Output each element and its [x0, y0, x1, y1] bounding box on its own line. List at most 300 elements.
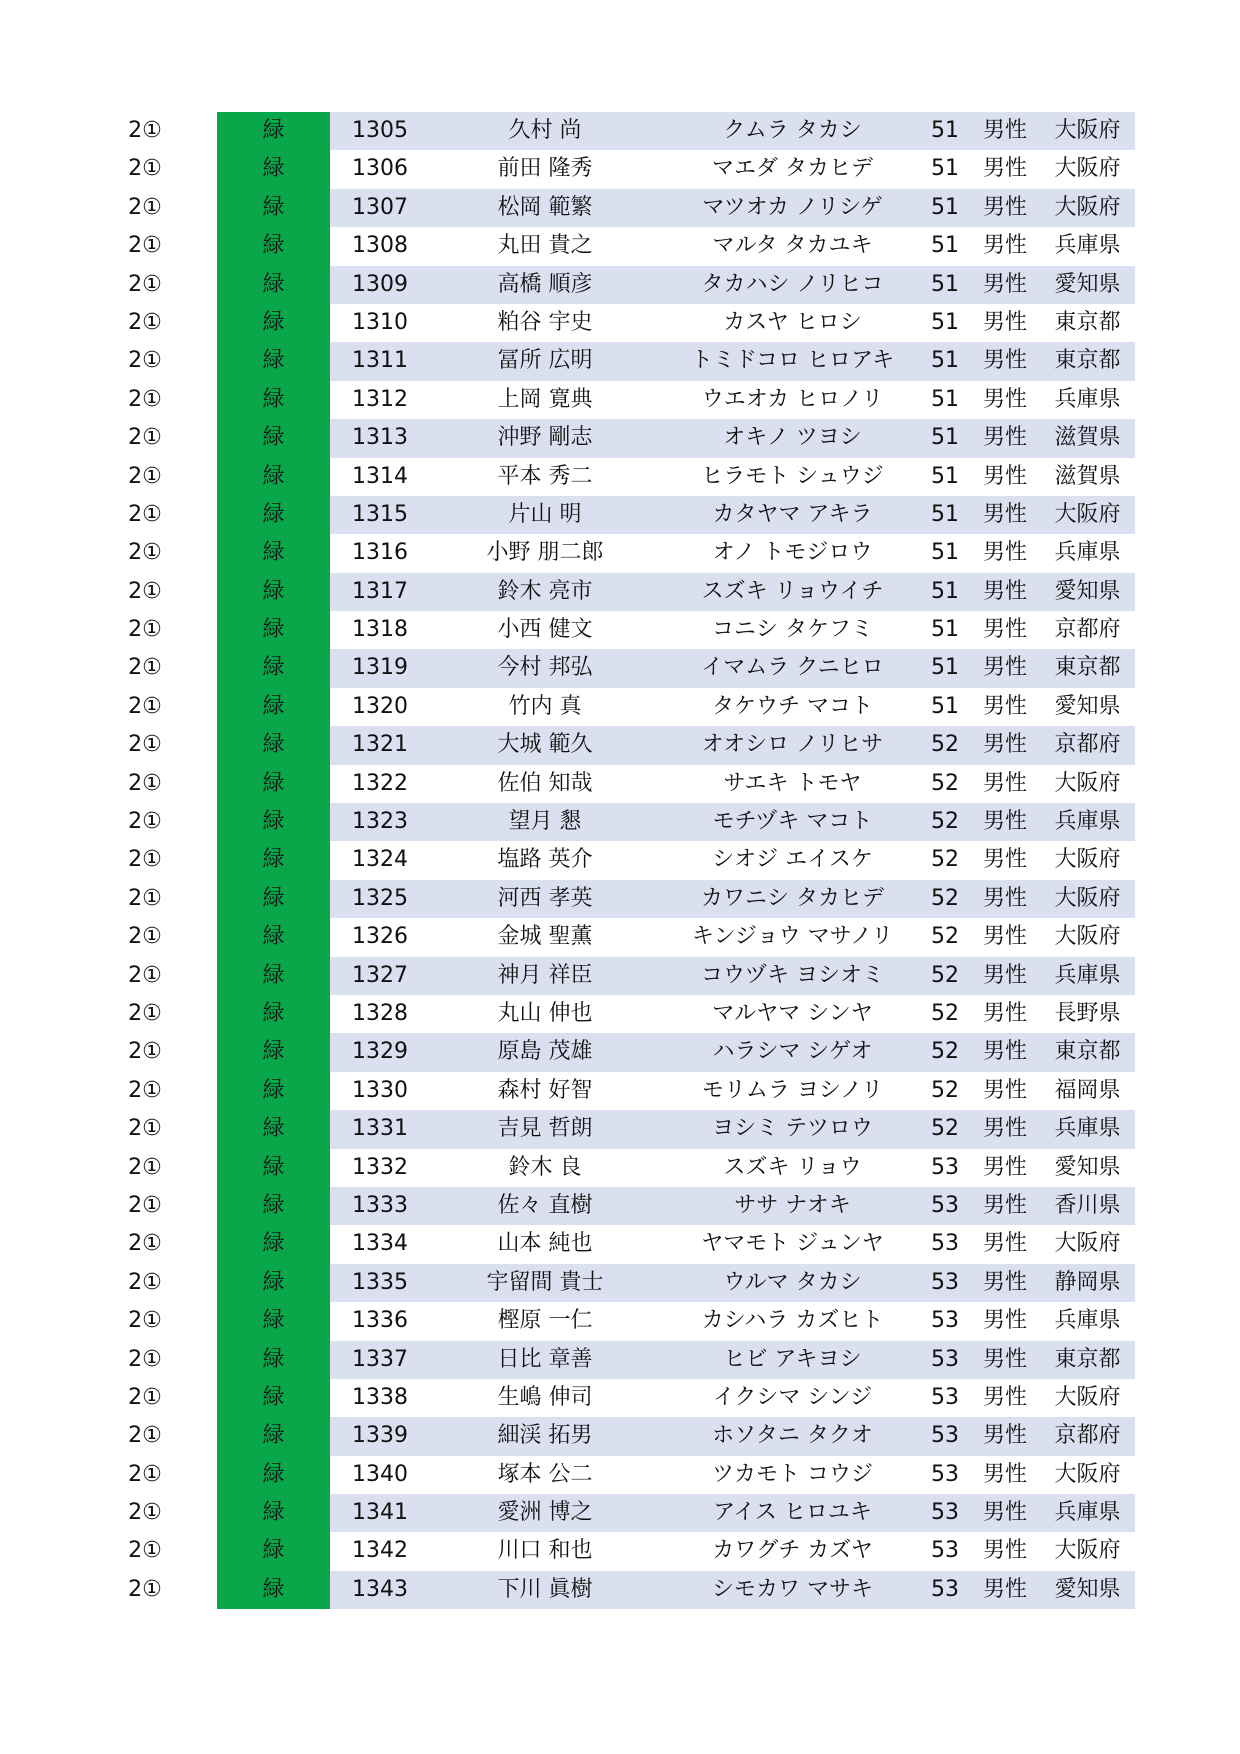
- table-row: [125, 1417, 1135, 1455]
- round-cell: 2①: [128, 309, 162, 335]
- round-cell: 2①: [128, 1000, 162, 1026]
- round-cell: 2①: [128, 1538, 162, 1564]
- gender-cell: 男性: [982, 501, 1027, 527]
- age-cell: 52: [931, 847, 959, 873]
- number-cell: 1333: [352, 1192, 408, 1218]
- round-cell: 2①: [128, 271, 162, 297]
- prefecture-cell: 兵庫県: [1054, 540, 1121, 566]
- table-row: [125, 573, 1135, 611]
- name-cell: 山本 純也: [497, 1231, 593, 1257]
- prefecture-cell: 長野県: [1054, 1000, 1121, 1026]
- number-cell: 1318: [352, 617, 408, 643]
- name-cell: 小西 健文: [497, 617, 593, 643]
- prefecture-cell: 大阪府: [1054, 156, 1121, 182]
- kana-cell: シモカワ マサキ: [712, 1576, 873, 1602]
- age-cell: 51: [931, 309, 959, 335]
- prefecture-cell: 東京都: [1054, 1346, 1121, 1372]
- gender-cell: 男性: [982, 1423, 1027, 1449]
- prefecture-cell: 静岡県: [1054, 1269, 1121, 1295]
- round-cell: 2①: [128, 809, 162, 835]
- name-cell: 川口 和也: [497, 1538, 593, 1564]
- gender-cell: 男性: [982, 1384, 1027, 1410]
- color-cell: 緑: [217, 1571, 330, 1609]
- gender-cell: 男性: [982, 1269, 1027, 1295]
- round-cell: 2①: [128, 1346, 162, 1372]
- table-row: [125, 1302, 1135, 1340]
- prefecture-cell: 東京都: [1054, 1039, 1121, 1065]
- name-cell: 宇留間 貴士: [486, 1269, 604, 1295]
- table-row: [125, 266, 1135, 304]
- table-row: [125, 496, 1135, 534]
- gender-cell: 男性: [982, 271, 1027, 297]
- kana-cell: スズキ リョウイチ: [701, 578, 884, 604]
- color-cell: 緑: [217, 304, 330, 342]
- number-cell: 1316: [352, 540, 408, 566]
- kana-cell: ヒビ アキヨシ: [723, 1346, 862, 1372]
- number-cell: 1337: [352, 1346, 408, 1372]
- prefecture-cell: 愛知県: [1054, 1576, 1121, 1602]
- kana-cell: ハラシマ シゲオ: [712, 1039, 873, 1065]
- round-cell: 2①: [128, 962, 162, 988]
- age-cell: 52: [931, 924, 959, 950]
- gender-cell: 男性: [982, 1154, 1027, 1180]
- gender-cell: 男性: [982, 425, 1027, 451]
- prefecture-cell: 愛知県: [1054, 1154, 1121, 1180]
- kana-cell: シオジ エイスケ: [712, 847, 873, 873]
- age-cell: 52: [931, 885, 959, 911]
- table-row: [125, 726, 1135, 764]
- name-cell: 愛洲 博之: [497, 1500, 593, 1526]
- name-cell: 冨所 広明: [497, 348, 593, 374]
- round-cell: 2①: [128, 617, 162, 643]
- color-cell: 緑: [217, 611, 330, 649]
- table-row: [125, 227, 1135, 265]
- table-row: [125, 1456, 1135, 1494]
- age-cell: 52: [931, 1000, 959, 1026]
- table-row: [125, 189, 1135, 227]
- name-cell: 丸田 貴之: [497, 233, 593, 259]
- prefecture-cell: 大阪府: [1054, 1231, 1121, 1257]
- table-row: [125, 649, 1135, 687]
- kana-cell: ウルマ タカシ: [723, 1269, 862, 1295]
- prefecture-cell: 香川県: [1054, 1192, 1121, 1218]
- name-cell: 望月 懇: [508, 809, 582, 835]
- gender-cell: 男性: [982, 233, 1027, 259]
- round-cell: 2①: [128, 924, 162, 950]
- name-cell: 粕谷 宇史: [497, 309, 593, 335]
- number-cell: 1327: [352, 962, 408, 988]
- number-cell: 1313: [352, 425, 408, 451]
- kana-cell: コウヅキ ヨシオミ: [701, 962, 884, 988]
- age-cell: 51: [931, 233, 959, 259]
- table-row: [125, 419, 1135, 457]
- prefecture-cell: 滋賀県: [1054, 463, 1121, 489]
- table-row: [125, 1494, 1135, 1532]
- table-row: [125, 957, 1135, 995]
- age-cell: 53: [931, 1538, 959, 1564]
- prefecture-cell: 滋賀県: [1054, 425, 1121, 451]
- prefecture-cell: 兵庫県: [1054, 1500, 1121, 1526]
- kana-cell: マエダ タカヒデ: [712, 156, 873, 182]
- color-cell: 緑: [217, 1110, 330, 1148]
- number-cell: 1325: [352, 885, 408, 911]
- kana-cell: オオシロ ノリヒサ: [701, 732, 884, 758]
- prefecture-cell: 愛知県: [1054, 271, 1121, 297]
- table-row: [125, 1149, 1135, 1187]
- age-cell: 51: [931, 348, 959, 374]
- number-cell: 1317: [352, 578, 408, 604]
- gender-cell: 男性: [982, 156, 1027, 182]
- color-cell: 緑: [217, 381, 330, 419]
- color-cell: 緑: [217, 1302, 330, 1340]
- age-cell: 51: [931, 194, 959, 220]
- round-cell: 2①: [128, 732, 162, 758]
- gender-cell: 男性: [982, 1077, 1027, 1103]
- prefecture-cell: 大阪府: [1054, 847, 1121, 873]
- kana-cell: スズキ リョウ: [723, 1154, 862, 1180]
- name-cell: 塩路 英介: [497, 847, 593, 873]
- age-cell: 51: [931, 386, 959, 412]
- round-cell: 2①: [128, 194, 162, 220]
- gender-cell: 男性: [982, 1576, 1027, 1602]
- color-cell: 緑: [217, 688, 330, 726]
- name-cell: 神月 祥臣: [497, 962, 593, 988]
- number-cell: 1306: [352, 156, 408, 182]
- kana-cell: トミドコロ ヒロアキ: [690, 348, 895, 374]
- prefecture-cell: 兵庫県: [1054, 1116, 1121, 1142]
- round-cell: 2①: [128, 156, 162, 182]
- number-cell: 1308: [352, 233, 408, 259]
- color-cell: 緑: [217, 1225, 330, 1263]
- color-cell: 緑: [217, 1417, 330, 1455]
- prefecture-cell: 京都府: [1054, 1423, 1121, 1449]
- table-row: [125, 381, 1135, 419]
- color-cell: 緑: [217, 150, 330, 188]
- kana-cell: マツオカ ノリシゲ: [702, 194, 883, 220]
- table-row: [125, 150, 1135, 188]
- gender-cell: 男性: [982, 1308, 1027, 1334]
- round-cell: 2①: [128, 1576, 162, 1602]
- gender-cell: 男性: [982, 693, 1027, 719]
- name-cell: 丸山 伸也: [497, 1000, 593, 1026]
- color-cell: 緑: [217, 342, 330, 380]
- round-cell: 2①: [128, 1269, 162, 1295]
- prefecture-cell: 兵庫県: [1054, 233, 1121, 259]
- color-cell: 緑: [217, 1149, 330, 1187]
- name-cell: 上岡 寛典: [497, 386, 593, 412]
- color-cell: 緑: [217, 1264, 330, 1302]
- color-cell: 緑: [217, 918, 330, 956]
- round-cell: 2①: [128, 885, 162, 911]
- round-cell: 2①: [128, 1423, 162, 1449]
- round-cell: 2①: [128, 540, 162, 566]
- kana-cell: マルタ タカユキ: [712, 233, 873, 259]
- round-cell: 2①: [128, 1231, 162, 1257]
- name-cell: 今村 邦弘: [497, 655, 593, 681]
- color-cell: 緑: [217, 649, 330, 687]
- prefecture-cell: 東京都: [1054, 655, 1121, 681]
- name-cell: 森村 好智: [497, 1077, 593, 1103]
- table-row: [125, 995, 1135, 1033]
- age-cell: 51: [931, 617, 959, 643]
- color-cell: 緑: [217, 189, 330, 227]
- gender-cell: 男性: [982, 617, 1027, 643]
- age-cell: 52: [931, 1116, 959, 1142]
- kana-cell: ヒラモト シュウジ: [701, 463, 884, 489]
- table-row: [125, 1532, 1135, 1570]
- gender-cell: 男性: [982, 924, 1027, 950]
- table-row: [125, 342, 1135, 380]
- color-cell: 緑: [217, 1341, 330, 1379]
- age-cell: 53: [931, 1384, 959, 1410]
- prefecture-cell: 大阪府: [1054, 1461, 1121, 1487]
- name-cell: 河西 孝英: [497, 885, 593, 911]
- round-cell: 2①: [128, 693, 162, 719]
- name-cell: 佐々 直樹: [497, 1192, 593, 1218]
- table-row: [125, 304, 1135, 342]
- age-cell: 51: [931, 501, 959, 527]
- kana-cell: ササ ナオキ: [734, 1192, 851, 1218]
- kana-cell: ウエオカ ヒロノリ: [701, 386, 884, 412]
- age-cell: 51: [931, 118, 959, 143]
- gender-cell: 男性: [982, 348, 1027, 374]
- table-row: [125, 458, 1135, 496]
- color-cell: 緑: [217, 1033, 330, 1071]
- name-cell: 片山 明: [508, 501, 582, 527]
- round-cell: 2①: [128, 1039, 162, 1065]
- kana-cell: ホソタニ タクオ: [712, 1423, 873, 1449]
- name-cell: 前田 隆秀: [497, 156, 593, 182]
- table-row: [125, 1341, 1135, 1379]
- round-cell: 2①: [128, 1384, 162, 1410]
- age-cell: 52: [931, 809, 959, 835]
- number-cell: 1320: [352, 693, 408, 719]
- round-cell: 2①: [128, 1077, 162, 1103]
- gender-cell: 男性: [982, 885, 1027, 911]
- round-cell: 2①: [128, 348, 162, 374]
- round-cell: 2①: [128, 463, 162, 489]
- number-cell: 1339: [352, 1423, 408, 1449]
- table-row: [125, 1110, 1135, 1148]
- gender-cell: 男性: [982, 732, 1027, 758]
- kana-cell: コニシ タケフミ: [712, 617, 873, 643]
- number-cell: 1334: [352, 1231, 408, 1257]
- color-cell: 緑: [217, 419, 330, 457]
- prefecture-cell: 大阪府: [1054, 194, 1121, 220]
- round-cell: 2①: [128, 1308, 162, 1334]
- color-cell: 緑: [217, 1532, 330, 1570]
- round-cell: 2①: [128, 1461, 162, 1487]
- round-cell: 2①: [128, 655, 162, 681]
- gender-cell: 男性: [982, 655, 1027, 681]
- kana-cell: イマムラ クニヒロ: [701, 655, 884, 681]
- number-cell: 1328: [352, 1000, 408, 1026]
- gender-cell: 男性: [982, 118, 1027, 143]
- name-cell: 鈴木 亮市: [497, 578, 593, 604]
- round-cell: 2①: [128, 1154, 162, 1180]
- gender-cell: 男性: [982, 463, 1027, 489]
- kana-cell: カタヤマ アキラ: [712, 501, 873, 527]
- gender-cell: 男性: [982, 540, 1027, 566]
- kana-cell: イクシマ シンジ: [712, 1384, 873, 1410]
- prefecture-cell: 東京都: [1054, 348, 1121, 374]
- age-cell: 53: [931, 1154, 959, 1180]
- name-cell: 金城 聖薫: [497, 924, 593, 950]
- table-row: [125, 1225, 1135, 1263]
- color-cell: 緑: [217, 726, 330, 764]
- table-row: [125, 1379, 1135, 1417]
- table-row: [125, 880, 1135, 918]
- table-row: [125, 803, 1135, 841]
- gender-cell: 男性: [982, 309, 1027, 335]
- name-cell: 沖野 剛志: [497, 425, 593, 451]
- name-cell: 細渓 拓男: [497, 1423, 593, 1449]
- age-cell: 51: [931, 655, 959, 681]
- number-cell: 1307: [352, 194, 408, 220]
- gender-cell: 男性: [982, 386, 1027, 412]
- table-row: [125, 611, 1135, 649]
- round-cell: 2①: [128, 386, 162, 412]
- round-cell: 2①: [128, 770, 162, 796]
- round-cell: 2①: [128, 578, 162, 604]
- color-cell: 緑: [217, 534, 330, 572]
- color-cell: 緑: [217, 1379, 330, 1417]
- kana-cell: ヤマモト ジュンヤ: [701, 1231, 884, 1257]
- number-cell: 1315: [352, 501, 408, 527]
- kana-cell: キンジョウ マサノリ: [691, 924, 894, 950]
- prefecture-cell: 大阪府: [1054, 885, 1121, 911]
- table-row: [125, 1187, 1135, 1225]
- prefecture-cell: 大阪府: [1054, 770, 1121, 796]
- prefecture-cell: 京都府: [1054, 617, 1121, 643]
- gender-cell: 男性: [982, 578, 1027, 604]
- number-cell: 1309: [352, 271, 408, 297]
- number-cell: 1335: [352, 1269, 408, 1295]
- round-cell: 2①: [128, 1116, 162, 1142]
- kana-cell: マルヤマ シンヤ: [712, 1000, 873, 1026]
- prefecture-cell: 兵庫県: [1054, 962, 1121, 988]
- name-cell: 高橋 順彦: [497, 271, 593, 297]
- color-cell: 緑: [217, 1072, 330, 1110]
- age-cell: 53: [931, 1461, 959, 1487]
- number-cell: 1330: [352, 1077, 408, 1103]
- age-cell: 51: [931, 578, 959, 604]
- gender-cell: 男性: [982, 1039, 1027, 1065]
- number-cell: 1319: [352, 655, 408, 681]
- number-cell: 1331: [352, 1116, 408, 1142]
- age-cell: 53: [931, 1269, 959, 1295]
- number-cell: 1305: [352, 118, 408, 143]
- age-cell: 51: [931, 425, 959, 451]
- age-cell: 53: [931, 1576, 959, 1602]
- kana-cell: オノ トモジロウ: [712, 540, 873, 566]
- number-cell: 1314: [352, 463, 408, 489]
- kana-cell: カスヤ ヒロシ: [723, 309, 862, 335]
- prefecture-cell: 大阪府: [1054, 1384, 1121, 1410]
- number-cell: 1324: [352, 847, 408, 873]
- name-cell: 吉見 哲朗: [497, 1116, 593, 1142]
- kana-cell: ヨシミ テツロウ: [712, 1116, 873, 1142]
- name-cell: 竹内 真: [508, 693, 582, 719]
- age-cell: 53: [931, 1423, 959, 1449]
- number-cell: 1310: [352, 309, 408, 335]
- gender-cell: 男性: [982, 1346, 1027, 1372]
- age-cell: 51: [931, 540, 959, 566]
- color-cell: 緑: [217, 112, 330, 150]
- name-cell: 鈴木 良: [508, 1154, 582, 1180]
- number-cell: 1332: [352, 1154, 408, 1180]
- name-cell: 松岡 範繁: [497, 194, 593, 220]
- gender-cell: 男性: [982, 1116, 1027, 1142]
- age-cell: 51: [931, 693, 959, 719]
- round-cell: 2①: [128, 847, 162, 873]
- age-cell: 53: [931, 1231, 959, 1257]
- kana-cell: クムラ タカシ: [723, 118, 862, 143]
- table-row: [125, 1033, 1135, 1071]
- number-cell: 1340: [352, 1461, 408, 1487]
- round-cell: 2①: [128, 1192, 162, 1218]
- kana-cell: タカハシ ノリヒコ: [701, 271, 884, 297]
- kana-cell: モチヅキ マコト: [712, 809, 873, 835]
- color-cell: 緑: [217, 573, 330, 611]
- table-row: [125, 112, 1135, 150]
- color-cell: 緑: [217, 880, 330, 918]
- name-cell: 平本 秀二: [497, 463, 593, 489]
- table-row: [125, 1571, 1135, 1609]
- number-cell: 1342: [352, 1538, 408, 1564]
- gender-cell: 男性: [982, 1231, 1027, 1257]
- name-cell: 佐伯 知哉: [497, 770, 593, 796]
- table-row: [125, 918, 1135, 956]
- table-row: [125, 765, 1135, 803]
- prefecture-cell: 兵庫県: [1054, 386, 1121, 412]
- round-cell: 2①: [128, 118, 162, 143]
- color-cell: 緑: [217, 1494, 330, 1532]
- kana-cell: アイス ヒロユキ: [713, 1500, 872, 1526]
- prefecture-cell: 兵庫県: [1054, 809, 1121, 835]
- gender-cell: 男性: [982, 1500, 1027, 1526]
- prefecture-cell: 福岡県: [1054, 1077, 1121, 1103]
- kana-cell: ツカモト コウジ: [712, 1461, 873, 1487]
- age-cell: 52: [931, 1039, 959, 1065]
- gender-cell: 男性: [982, 847, 1027, 873]
- age-cell: 52: [931, 770, 959, 796]
- prefecture-cell: 大阪府: [1054, 1538, 1121, 1564]
- gender-cell: 男性: [982, 194, 1027, 220]
- number-cell: 1311: [352, 348, 408, 374]
- name-cell: 樫原 一仁: [497, 1308, 593, 1334]
- kana-cell: タケウチ マコト: [712, 693, 873, 719]
- number-cell: 1322: [352, 770, 408, 796]
- name-cell: 原島 茂雄: [497, 1039, 593, 1065]
- age-cell: 53: [931, 1500, 959, 1526]
- color-cell: 緑: [217, 1456, 330, 1494]
- color-cell: 緑: [217, 765, 330, 803]
- gender-cell: 男性: [982, 1000, 1027, 1026]
- age-cell: 51: [931, 463, 959, 489]
- age-cell: 52: [931, 732, 959, 758]
- gender-cell: 男性: [982, 1461, 1027, 1487]
- number-cell: 1341: [352, 1500, 408, 1526]
- color-cell: 緑: [217, 957, 330, 995]
- age-cell: 53: [931, 1308, 959, 1334]
- age-cell: 53: [931, 1346, 959, 1372]
- number-cell: 1343: [352, 1576, 408, 1602]
- number-cell: 1312: [352, 386, 408, 412]
- name-cell: 小野 朋二郎: [486, 540, 604, 566]
- prefecture-cell: 愛知県: [1054, 578, 1121, 604]
- color-cell: 緑: [217, 266, 330, 304]
